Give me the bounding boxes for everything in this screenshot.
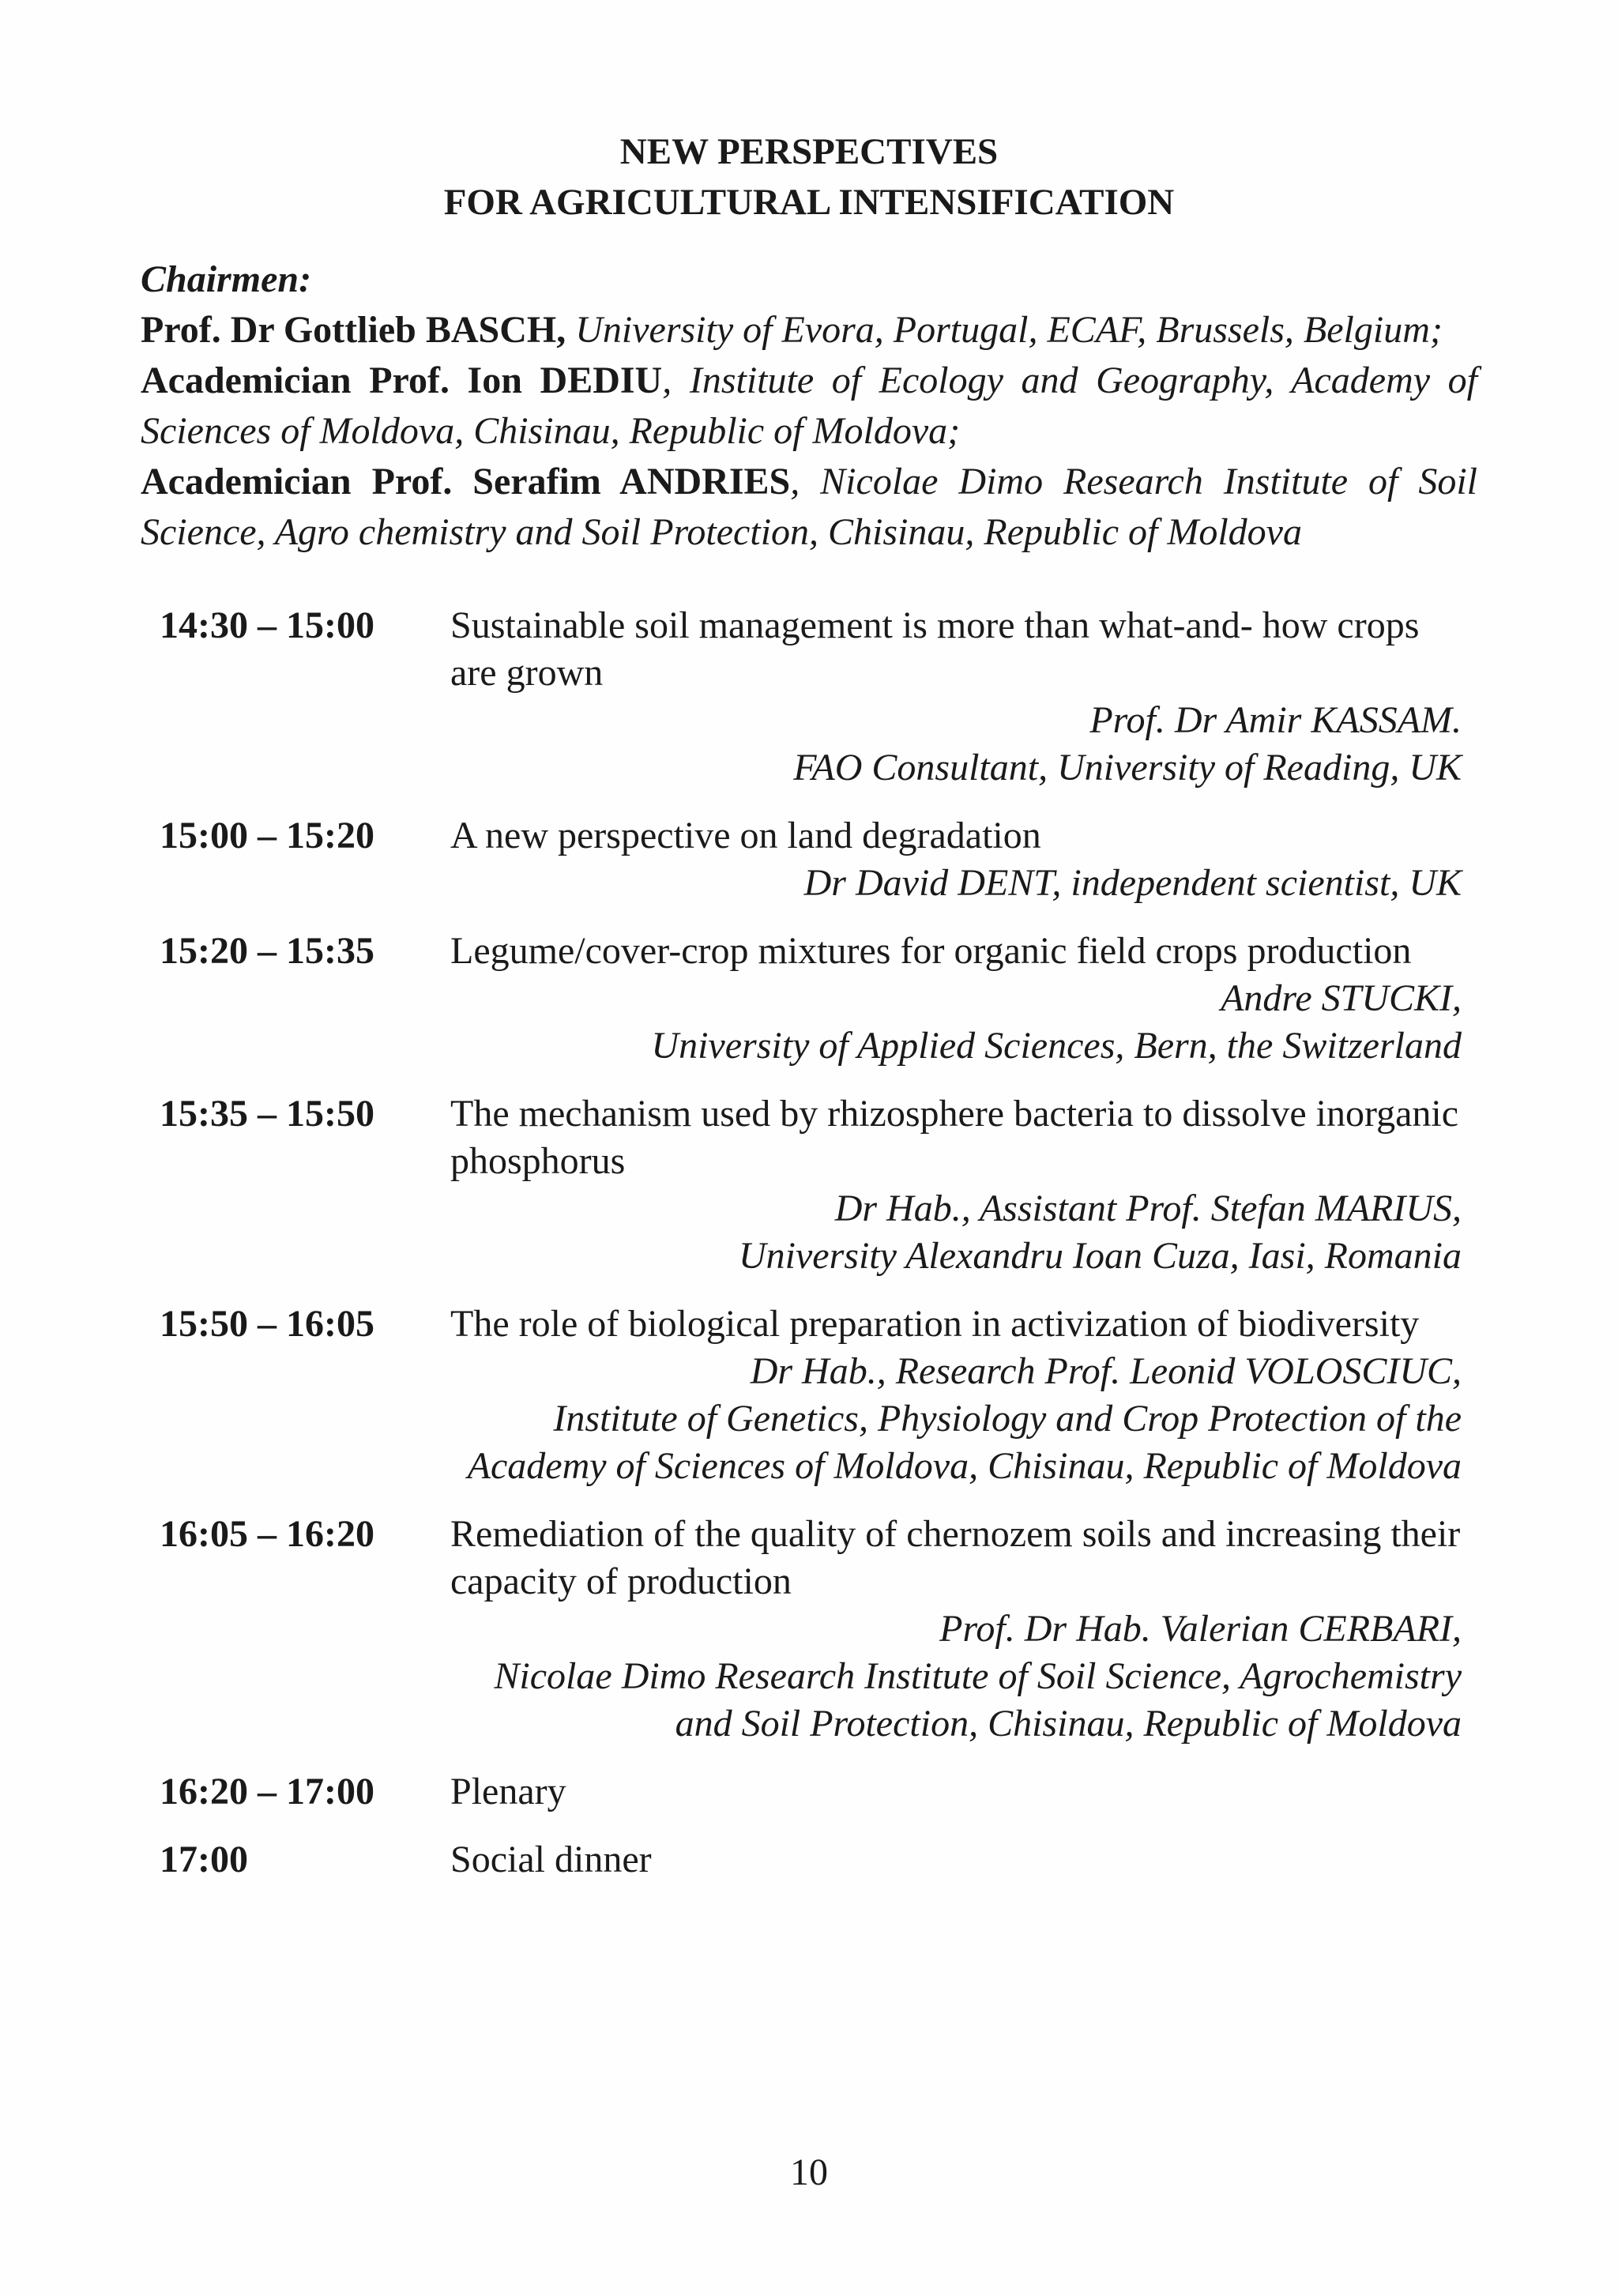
speaker-affiliation: University of Applied Sciences, Bern, the Switzerland: [651, 1025, 1462, 1067]
speaker-name: Dr David DENT, independent scientist, UK: [803, 862, 1462, 904]
speaker-affiliation: Institute of Genetics, Physiology and Crop Protection of the Academy of Sciences of Moldova, Chisinau, Republic of Moldova: [467, 1398, 1462, 1487]
chairman-affiliation: University of Evora, Portugal, ECAF, Brussels, Belgium;: [566, 309, 1443, 351]
schedule-row: [141, 602, 1477, 792]
speaker-affiliation: FAO Consultant, University of Reading, UK: [793, 747, 1462, 789]
talk-title: The mechanism used by rhizosphere bacteria to dissolve inorganic phosphorus: [450, 1093, 1459, 1182]
schedule-row: [141, 1768, 1477, 1816]
speaker-name: Prof. Dr Hab. Valerian CERBARI,: [939, 1608, 1462, 1650]
section-title-line1: NEW PERSPECTIVES: [619, 131, 999, 172]
speaker-name: Andre STUCKI,: [1221, 977, 1462, 1019]
schedule-row: [141, 1836, 1477, 1884]
session-time: 15:50 – 16:05: [160, 1303, 374, 1345]
speaker-name: Prof. Dr Amir KASSAM.: [1089, 699, 1462, 741]
schedule-row: [141, 1090, 1477, 1280]
schedule-row: [141, 928, 1477, 1070]
speaker-name: Dr Hab., Research Prof. Leonid VOLOSCIUC,: [750, 1350, 1462, 1392]
speaker-affiliation: University Alexandru Ioan Cuza, Iasi, Romania: [738, 1235, 1462, 1277]
chairman-name: Prof. Dr Gottlieb BASCH,: [141, 309, 566, 351]
talk-title: Sustainable soil management is more than what-and- how crops are grown: [450, 604, 1420, 694]
session-time: 16:20 – 17:00: [160, 1771, 374, 1812]
session-details: [450, 928, 1462, 1070]
chairman-name: Academician Prof. Serafim ANDRIES: [141, 461, 791, 502]
session-details: [450, 1090, 1462, 1280]
talk-title: Social dinner: [450, 1839, 652, 1880]
talk-title: Plenary: [450, 1771, 566, 1812]
session-details: [450, 1768, 1462, 1816]
session-time: 15:20 – 15:35: [160, 930, 374, 972]
chairman-affiliation: , Nicolae Dimo Research Institute of Soil Science, Agro chemistry and Soil Protection, Chisinau, Republic of Moldova: [141, 461, 1477, 553]
chairmen-block: [141, 254, 1477, 558]
session-time: 15:00 – 15:20: [160, 815, 374, 856]
speaker-affiliation: Nicolae Dimo Research Institute of Soil Science, Agrochemistry and Soil Protection, Chisinau, Republic of Moldova: [494, 1655, 1462, 1745]
section-title-line2: FOR AGRICULTURAL INTENSIFICATION: [443, 182, 1175, 223]
talk-title: A new perspective on land degradation: [450, 815, 1041, 856]
talk-title: The role of biological preparation in activization of biodiversity: [450, 1303, 1420, 1345]
session-time: 14:30 – 15:00: [160, 604, 374, 646]
chairman-affiliation: , Institute of Ecology and Geography, Academy of Sciences of Moldova, Chisinau, Republic of Moldova;: [141, 359, 1477, 452]
chairman-entry: [141, 356, 1477, 457]
chairman-entry: [141, 305, 1477, 356]
chairman-entry: [141, 457, 1477, 558]
program-page: [141, 126, 1477, 1904]
page-number: 10: [790, 2151, 828, 2193]
talk-title: Legume/cover-crop mixtures for organic field crops production: [450, 930, 1412, 972]
session-time: 16:05 – 16:20: [160, 1513, 374, 1555]
speaker-name: Dr Hab., Assistant Prof. Stefan MARIUS,: [834, 1188, 1462, 1229]
chairman-name: Academician Prof. Ion DEDIU: [141, 359, 663, 401]
session-details: [450, 602, 1462, 792]
chairmen-label: Chairmen:: [141, 258, 312, 300]
schedule-row: [141, 812, 1477, 907]
session-details: [450, 1511, 1462, 1748]
session-details: [450, 1836, 1462, 1884]
schedule-row: [141, 1511, 1477, 1748]
section-title: [141, 126, 1477, 228]
talk-title: Remediation of the quality of chernozem soils and increasing their capacity of production: [450, 1513, 1461, 1602]
schedule-row: [141, 1300, 1477, 1490]
session-details: [450, 1300, 1462, 1490]
session-time: 15:35 – 15:50: [160, 1093, 374, 1135]
session-time: 17:00: [160, 1839, 248, 1880]
session-details: [450, 812, 1462, 907]
schedule-list: [141, 602, 1477, 1884]
